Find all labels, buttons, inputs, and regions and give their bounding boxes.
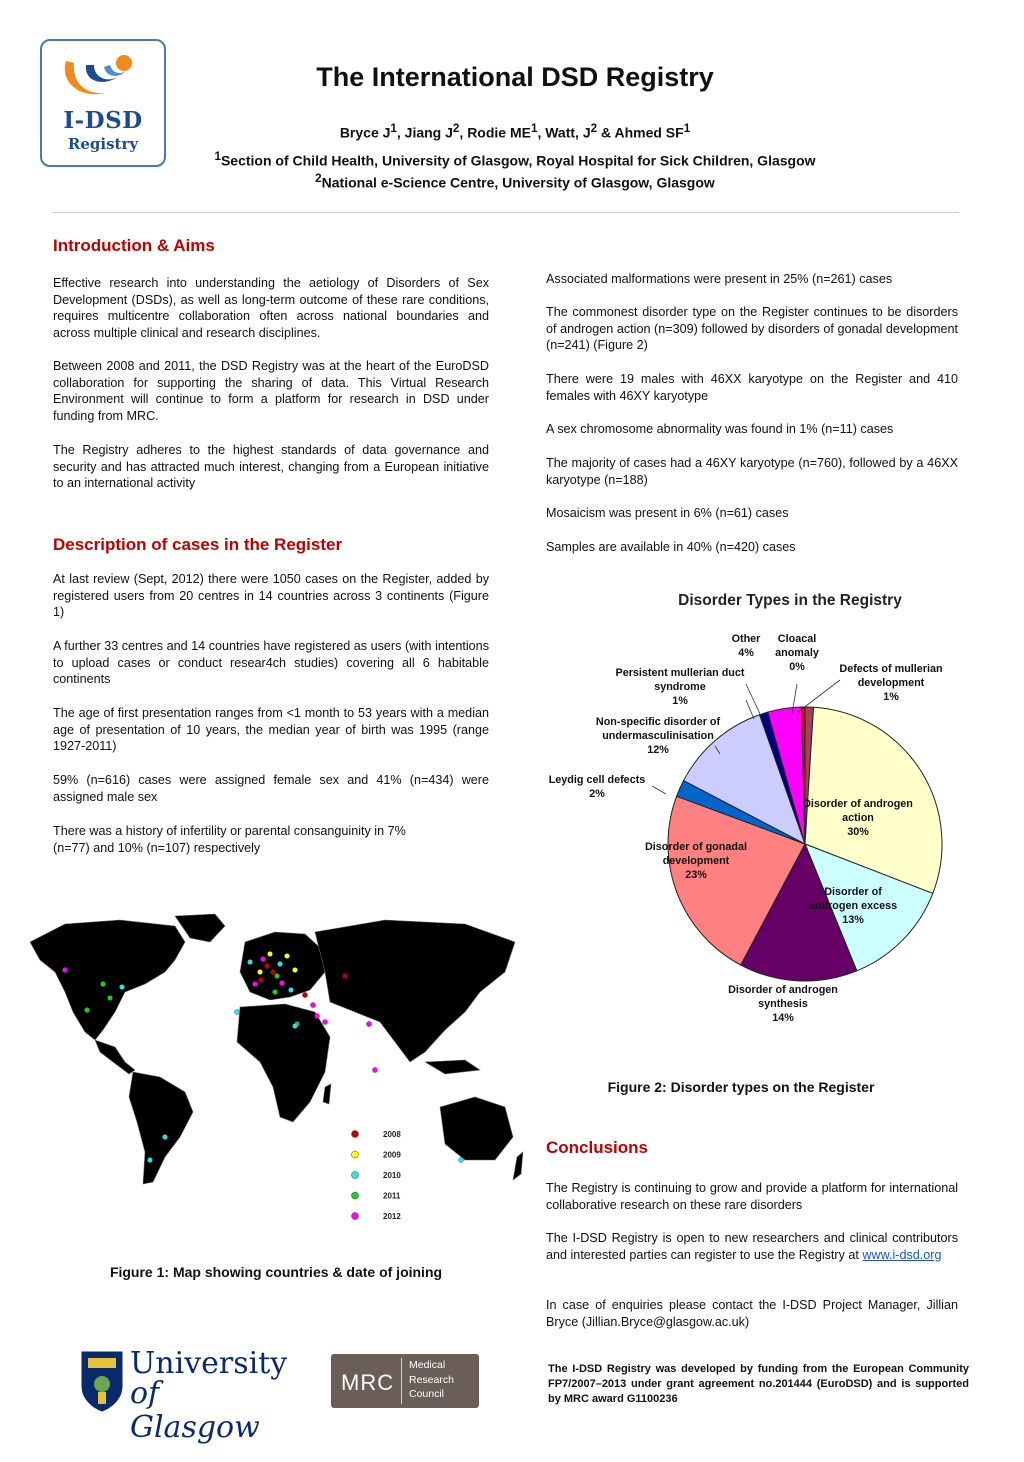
logo-subtext: Registry [67, 135, 139, 153]
affiliation-2-text: National e-Science Centre, University of Glasgow, Glasgow [321, 174, 715, 191]
author-name: Rodie ME [467, 124, 531, 141]
description-heading: Description of cases in the Register [53, 535, 343, 554]
indonesia-shape [425, 1060, 480, 1074]
description-paragraph-3: The age of first presentation ranges from <1 month to 53 years with a median age of presentation of 10 years, the median year of birth was 1995 (range 1927-2011) [53, 706, 489, 753]
intro-paragraph-3: The Registry adheres to the highest standards of data governance and security and has attracted much interest, changing from a European initiative to an international activity [53, 443, 489, 490]
poster-title: The International DSD Registry [316, 62, 714, 92]
legend-marker-2011 [352, 1192, 359, 1199]
map-centre-marker [284, 953, 289, 958]
africa-shape [237, 1004, 330, 1122]
mrc-divider [401, 1358, 402, 1404]
map-centre-marker [292, 967, 297, 972]
map-centre-marker [322, 1019, 327, 1024]
description-paragraph-2: A further 33 centres and 14 countries have registered as users (with intentions to upload cases or conduct resear4ch studies) covering all 6 habitable continents [53, 639, 489, 686]
australia-shape [440, 1097, 513, 1160]
funding-statement: The I-DSD Registry was developed by funding from the European Community FP7/2007–2013 under grant agreement no.201444 (EuroDSD) and is supported by MRC award G1100236 [548, 1363, 969, 1405]
author-affiliation-marker: 2 [590, 122, 598, 135]
findings-paragraph-2: The commonest disorder type on the Register continues to be disorders of androgen action (n=309) followed by disorders of gonadal development (n=241) (Figure 2) [546, 305, 958, 352]
intro-paragraph-1: Effective research into understanding the aetiology of Disorders of Sex Development (DSDs), as well as long-term outcome of these rare conditions, requires multicentre collaboration often across national boundaries and across multiple clinical and research disciplines. [53, 276, 489, 340]
map-centre-marker [270, 969, 275, 974]
pie-label-8: Disorder of gonadal development 23% [645, 841, 747, 881]
map-centre-marker [288, 987, 293, 992]
pie-label-3: Defects of mullerian development 1% [839, 663, 943, 703]
map-centre-marker [62, 967, 67, 972]
europe-shape [240, 932, 325, 1000]
map-centre-marker [279, 980, 284, 985]
new-zealand-shape [513, 1152, 523, 1180]
conclusions-paragraph-3: In case of enquiries please contact the I-DSD Project Manager, Jillian Bryce (Jillian.Bryce@glasgow.ac.uk) [546, 1298, 958, 1329]
i-dsd-logo [40, 39, 166, 167]
description-paragraph-4: 59% (n=616) cases were assigned female sex and 41% (n=434) were assigned male sex [53, 773, 489, 804]
legend-marker-2010 [352, 1172, 359, 1179]
findings-paragraph-5: The majority of cases had a 46XY karyotype (n=760), followed by a 46XX karyotype (n=188) [546, 456, 958, 487]
author-affiliation-marker: 2 [452, 122, 460, 135]
author-name: Jiang J [404, 124, 453, 141]
map-centre-marker [314, 1013, 319, 1018]
pie-label-7: Disorder of androgen action 30% [803, 798, 913, 838]
findings-paragraph-6: Mosaicism was present in 6% (n=61) cases [546, 506, 789, 520]
map-centre-marker [267, 951, 272, 956]
legend-marker-2009 [352, 1151, 359, 1158]
figure-2-caption: Figure 2: Disorder types on the Register [607, 1079, 875, 1095]
affiliation-2 [150, 172, 880, 191]
conclusions-paragraph-2 [546, 1230, 958, 1263]
central-america-shape [95, 1040, 135, 1074]
south-america-shape [129, 1072, 193, 1184]
registry-website-link[interactable]: www.i-dsd.org [862, 1247, 942, 1262]
map-centre-marker [274, 973, 279, 978]
world-map [25, 912, 525, 1221]
map-centre-marker [272, 989, 277, 994]
map-centre-marker [107, 995, 112, 1000]
disorder-types-pie-chart [540, 584, 960, 1034]
header-divider [52, 212, 959, 213]
legend-year-2009: 2009 [383, 1150, 401, 1160]
north-america-shape [30, 920, 185, 1040]
mrc-logo [331, 1354, 479, 1408]
map-centre-marker [147, 1157, 152, 1162]
authors: Bryce $J^1$, Jiang $J^2$, Rodie $ME^1$, Watt, $J^2$ & Ahmed $SF^1$ [339, 122, 691, 141]
pie-label-5: Non-specific disorder of undermasculinisation 12% [595, 716, 721, 756]
mrc-word-medical: Medical [409, 1359, 446, 1371]
findings-paragraph-1: Associated malformations were present in 25% (n=261) cases [546, 272, 893, 286]
author-name: Bryce J [339, 124, 391, 141]
asia-shape [315, 920, 515, 1062]
glasgow-wordmark-line1: University [130, 1346, 288, 1381]
map-centre-marker [372, 1067, 377, 1072]
legend-year-2010: 2010 [383, 1171, 401, 1180]
pie-label-10: Disorder of androgen synthesis 14% [728, 984, 838, 1024]
affiliation-1 [150, 150, 880, 169]
map-centre-marker [162, 1134, 167, 1139]
map-centre-marker [342, 973, 347, 978]
logo-swoosh-icon [58, 51, 150, 103]
author-affiliation-marker: 1 [390, 122, 397, 135]
map-centre-marker [302, 992, 307, 997]
conclusions-paragraph-1: The Registry is continuing to grow and provide a platform for international collaborative research on these rare disorders [546, 1181, 958, 1212]
mrc-word-research: Research [409, 1373, 454, 1386]
findings-paragraph-4: A sex chromosome abnormality was found in 1% (n=11) cases [546, 422, 894, 436]
map-centre-marker [277, 961, 282, 966]
author-name: Watt, J [545, 124, 591, 141]
map-centre-marker [247, 959, 252, 964]
pie-label-1: Other 4% [731, 633, 761, 659]
map-centre-marker [258, 977, 263, 982]
pie-label-2: Cloacal anomaly 0% [775, 633, 819, 673]
affiliation-1-text: Section of Child Health, University of Glasgow, Royal Hospital for Sick Children, Glasgow [220, 152, 816, 169]
map-legend [352, 1130, 402, 1221]
conclusions-heading: Conclusions [546, 1138, 649, 1157]
mrc-word-council: Council [409, 1388, 445, 1400]
legend-marker-2008 [352, 1131, 359, 1138]
pie-leader-line [746, 684, 760, 714]
map-centre-marker [366, 1021, 371, 1026]
legend-year-2012: 2012 [383, 1212, 401, 1221]
logo-text: I-DSD [63, 107, 143, 134]
findings-paragraph-7: Samples are available in 40% (n=420) cases [546, 540, 796, 554]
description-paragraph-5: There was a history of infertility or parental consanguinity in 7% (n=77) and 10% (n=107) respectively [53, 824, 406, 855]
figure-1-caption: Figure 1: Map showing countries & date of joining [109, 1264, 443, 1280]
intro-paragraph-2: Between 2008 and 2011, the DSD Registry was at the heart of the EuroDSD collaboration for supporting the sharing of data. This Virtual Research Environment will continue to form a platform for research in DSD under funding from MRC. [53, 359, 489, 423]
glasgow-wordmark-line2: of Glasgow [130, 1376, 260, 1445]
map-centre-marker [257, 969, 262, 974]
conclusions-paragraph-2-text: The I-DSD Registry is open to new researchers and clinical contributors and interested parties can register to use the Registry at [546, 1231, 958, 1262]
legend-marker-2012 [352, 1213, 359, 1220]
map-centre-marker [310, 1002, 315, 1007]
map-centre-marker [458, 1157, 463, 1162]
map-centre-marker [252, 981, 257, 986]
pie-leader-line [798, 680, 840, 712]
mrc-full-name [409, 1358, 454, 1402]
map-centre-marker [119, 984, 124, 989]
map-centre-marker [100, 981, 105, 986]
pie-label-6: Leydig cell defects 2% [548, 774, 646, 800]
legend-year-2008: 2008 [383, 1130, 401, 1139]
pie-leader-line [652, 786, 666, 794]
intro-heading: Introduction & Aims [53, 236, 215, 255]
affiliation-2-marker: 2 [315, 172, 322, 185]
affiliation-1-marker: 1 [214, 150, 221, 163]
mrc-abbreviation: MRC [341, 1370, 395, 1395]
description-paragraph-1: At last review (Sept, 2012) there were 1050 cases on the Register, added by registered users from 20 centres in 14 countries across 3 continents (Figure 1) [53, 572, 489, 619]
map-centre-marker [234, 1009, 239, 1014]
pie-label-9: Disorder of androgen excess 13% [808, 886, 898, 926]
university-of-glasgow-logo [80, 1346, 290, 1445]
author-name: Ahmed SF [614, 124, 684, 141]
map-centre-marker [84, 1007, 89, 1012]
map-centre-marker [292, 1023, 297, 1028]
map-centre-marker [260, 956, 265, 961]
findings-paragraph-3: There were 19 males with 46XX karyotype on the Register and 410 females with 46XY karyotype [546, 372, 958, 403]
map-centre-marker [264, 963, 269, 968]
author-affiliation-marker: 1 [683, 122, 691, 135]
glasgow-crest-icon [80, 1350, 124, 1412]
author-affiliation-marker: 1 [530, 122, 538, 135]
madagascar-shape [323, 1084, 331, 1104]
pie-label-4: Persistent mullerian duct syndrome 1% [615, 667, 745, 707]
pie-leader-line [746, 700, 754, 719]
legend-year-2011: 2011 [383, 1191, 401, 1201]
chart-title: Disorder Types in the Registry [678, 592, 902, 609]
